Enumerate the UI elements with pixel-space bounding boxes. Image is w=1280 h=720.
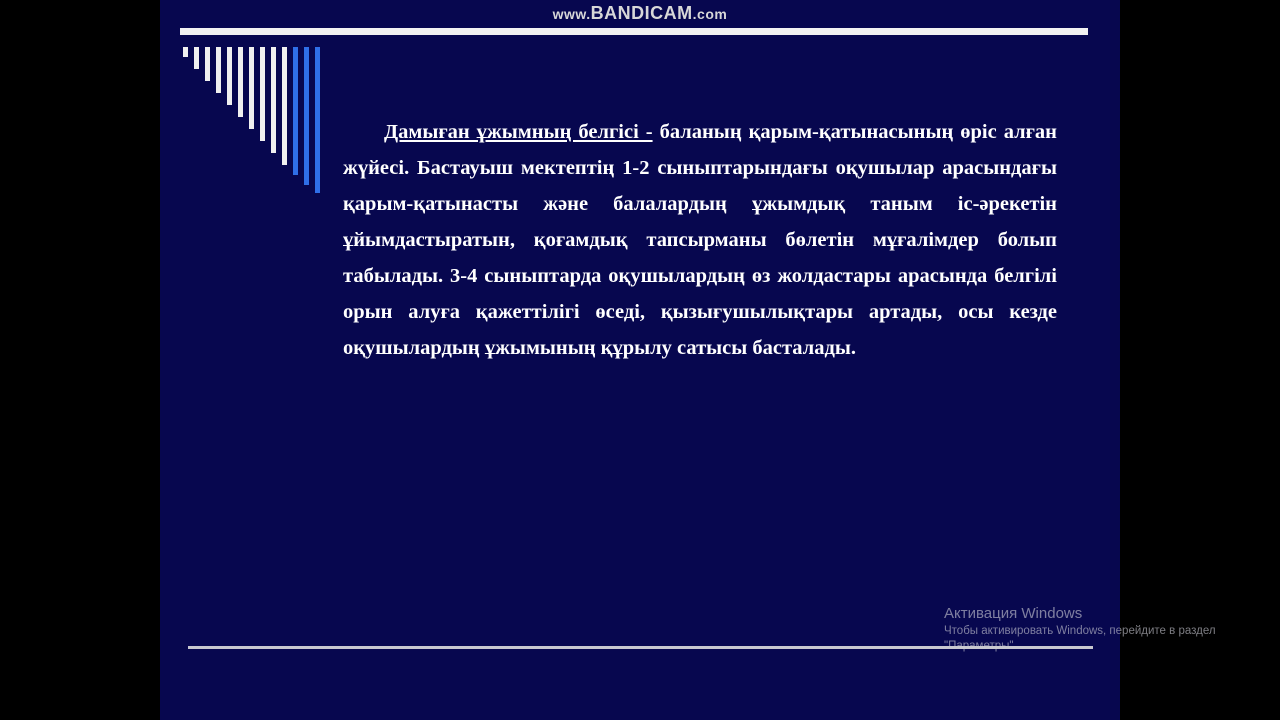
watermark-prefix: www. [552, 6, 591, 22]
top-divider [180, 28, 1088, 35]
activation-title: Активация Windows [944, 605, 1083, 622]
stripe [271, 47, 276, 153]
slide-body-text [343, 114, 1057, 366]
stripe [293, 47, 298, 175]
slide-definition: баланың қарым-қатынасының өріс алған жүйесі. Бастауыш мектептің 1-2 сыныптарындағы оқушылар арасындағы қарым-қатынасты және балалардың ұжымдық таным іс-әрекетін ұйымдастыратын, қоғамдық тапсырманы бөлетін мұғалімдер болып табылады. 3-4 сыныптарда оқушылардың өз жолдастары арасында белгілі орын алуға қажеттілігі өседі, қызығушылықтары артады, осы кезде оқушылардың ұжымының құрылу сатысы басталады. [343, 121, 1057, 359]
watermark-suffix: .com [692, 6, 728, 22]
bandicam-watermark [0, 3, 1280, 24]
stripe [249, 47, 254, 129]
activation-line-2: "Параметры". [944, 640, 1017, 652]
activation-line-1: Чтобы активировать Windows, перейдите в раздел [944, 625, 1216, 637]
decorative-stripes [183, 47, 323, 197]
watermark-brand: BANDICAM [590, 3, 693, 23]
stripe [260, 47, 265, 141]
stripe [315, 47, 320, 193]
stripe [227, 47, 232, 105]
stripe [194, 47, 199, 69]
slide-term: Дамыған ұжымның белгісі - [384, 121, 653, 143]
stripe [282, 47, 287, 165]
stripe [183, 47, 188, 57]
stripe [216, 47, 221, 93]
stripe [205, 47, 210, 81]
windows-activation-watermark [944, 604, 1216, 654]
stripe [304, 47, 309, 185]
stripe [238, 47, 243, 117]
